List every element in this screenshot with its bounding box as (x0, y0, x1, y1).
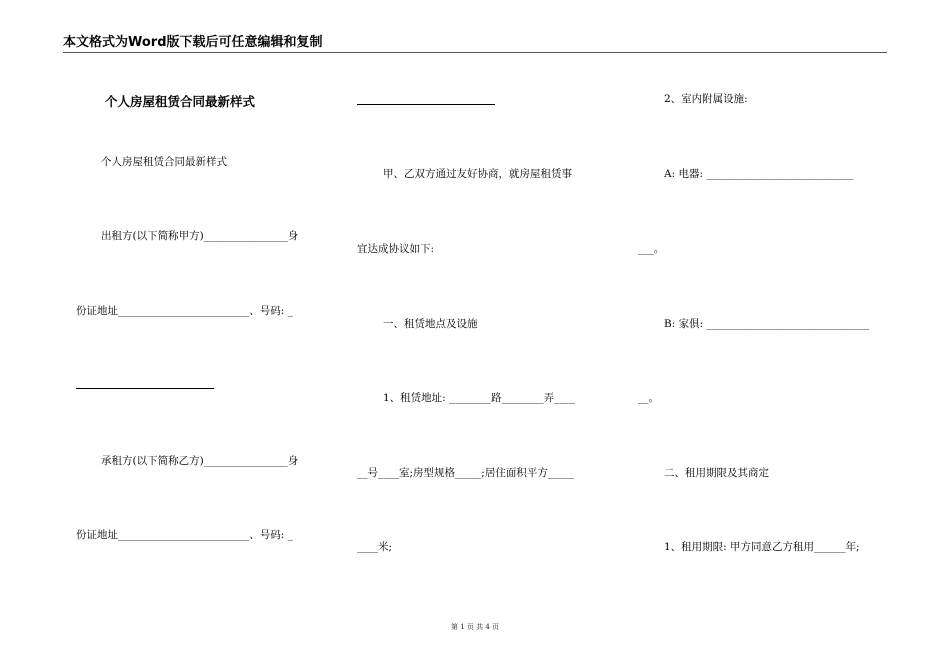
page-number: 第 1 页 共 4 页 (450, 623, 500, 631)
address-line-1: 1、租赁地址: ________路________弄____ (383, 392, 576, 404)
blank-underline (76, 388, 214, 389)
furniture-line: B: 家俱: _______________________________ (664, 318, 870, 330)
blank-underline (357, 104, 495, 105)
term-line: 1、租用期限: 甲方同意乙方租用______年; (664, 541, 860, 553)
lessor-id-line: 份证地址_________________________、号码: _ (76, 305, 293, 317)
address-line-3: ____米; (357, 541, 393, 553)
agreement-line-2: 宜达成协议如下: (357, 243, 435, 255)
lessee-id-line: 份证地址_________________________、号码: _ (76, 529, 293, 541)
agreement-line-1: 甲、乙双方通过友好协商，就房屋租赁事 (383, 168, 572, 180)
section-1-heading: 一、租赁地点及设施 (383, 318, 478, 330)
section-2-heading: 二、租用期限及其商定 (664, 467, 769, 479)
appliances-line: A: 电器: ____________________________ (664, 168, 854, 180)
furniture-end: __。 (638, 392, 659, 404)
facilities-heading: 2、室内附属设施: (664, 93, 748, 105)
header-divider (63, 52, 887, 53)
appliances-end: ___。 (638, 243, 665, 255)
lessor-line: 出租方(以下简称甲方)________________身 (101, 230, 299, 242)
lessee-line: 承租方(以下简称乙方)________________身 (101, 455, 299, 467)
document-title: 个人房屋租赁合同最新样式 (105, 94, 256, 109)
address-line-2: __号____室;房型规格_____;居住面积平方_____ (357, 467, 575, 479)
subtitle-text: 个人房屋租赁合同最新样式 (101, 156, 227, 168)
document-header: 本文格式为Word版下载后可任意编辑和复制 (63, 35, 323, 50)
